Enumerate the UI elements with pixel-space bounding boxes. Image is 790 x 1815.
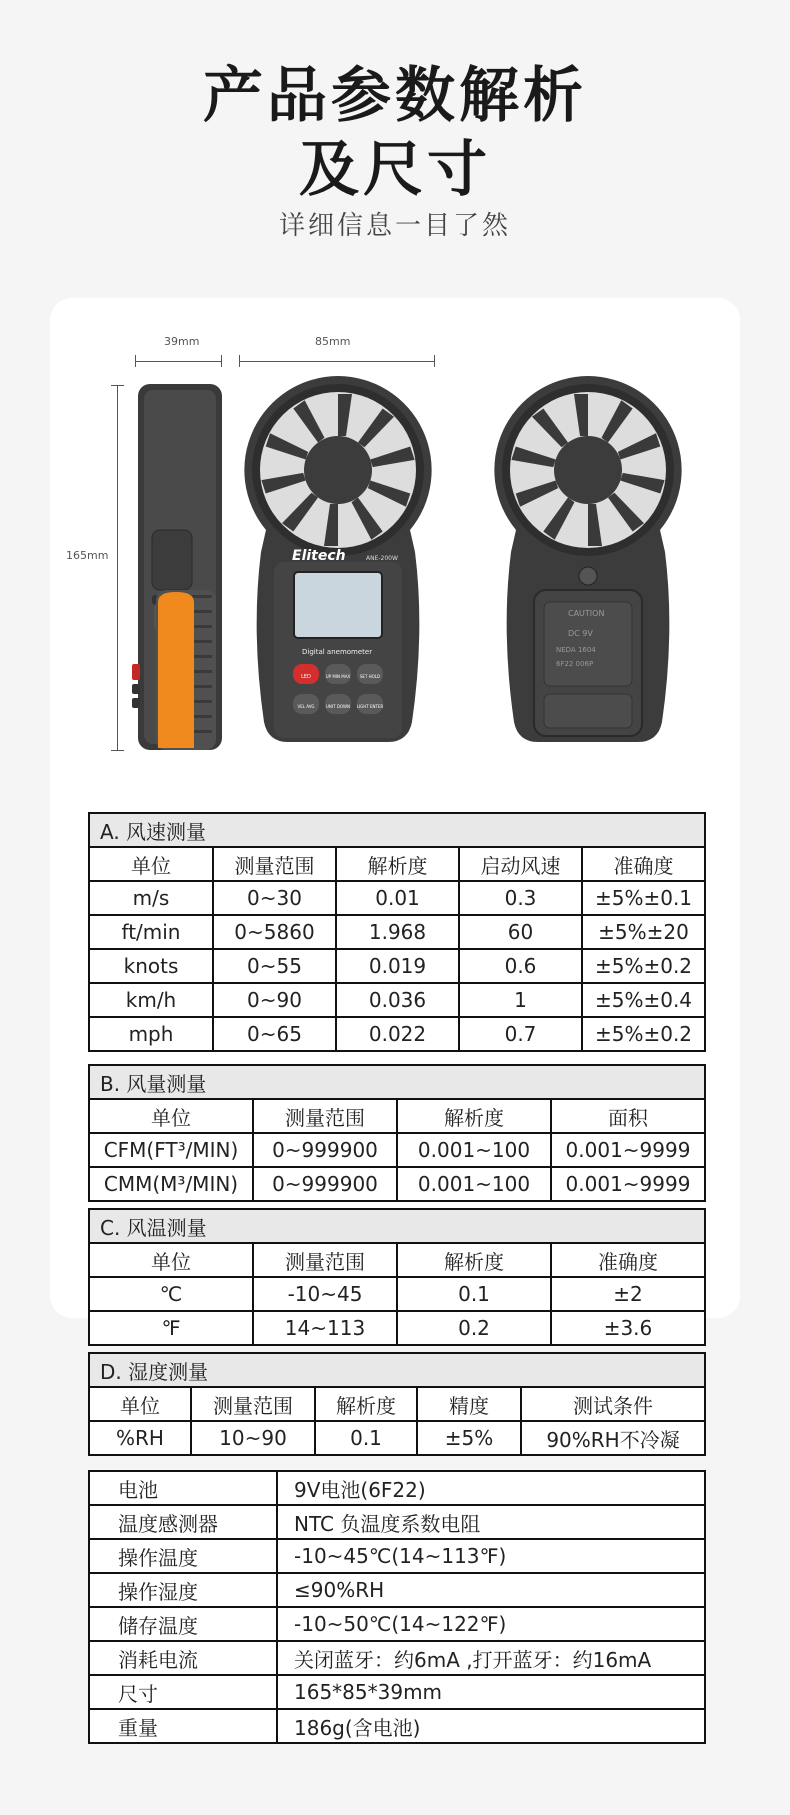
spec-label: 重量 [89,1709,277,1743]
depth-dimension-tick-right [221,355,222,367]
table-cell: 0.2 [397,1311,551,1345]
table-cell: 1 [459,983,582,1017]
table-cell: mph [89,1017,213,1051]
spec-value: 186g(含电池) [277,1709,705,1743]
spec-value: ≤90%RH [277,1573,705,1607]
header-cell: 测量范围 [213,847,336,881]
table-cell: ±5%±0.2 [582,1017,705,1051]
table-header-row [89,1099,705,1133]
height-dimension-label: 165mm [66,549,109,562]
btn-up-label: UP MIN MAX [325,674,351,679]
btn-unit-label: UNIT DOWN [326,704,350,709]
table-cell: 0.036 [336,983,459,1017]
header-cell: 测试条件 [521,1387,705,1421]
depth-dimension-label: 39mm [164,335,200,348]
table-cell: 0.022 [336,1017,459,1051]
table-cell: 0.3 [459,881,582,915]
table-cell: 14~113 [253,1311,397,1345]
table-cell: 0~90 [213,983,336,1017]
table-cell: %RH [89,1421,191,1455]
table-row [89,983,705,1017]
height-dimension-tick-top [111,385,124,386]
humidity-table [88,1352,706,1456]
table-cell: knots [89,949,213,983]
back-neda-label: NEDA 1604 [556,646,596,654]
table-cell: ℉ [89,1311,253,1345]
table-cell: 0.001~100 [397,1167,551,1201]
spec-label: 操作温度 [89,1539,277,1573]
spec-label: 消耗电流 [89,1641,277,1675]
table-row [89,1277,705,1311]
header-cell: 测量范围 [253,1243,397,1277]
table-cell: CFM(FT³/MIN) [89,1133,253,1167]
table-cell: 0.001~9999 [551,1133,705,1167]
table-cell: ±2 [551,1277,705,1311]
device-back-view [490,372,686,747]
height-dimension-tick-bottom [111,750,124,751]
spec-value: -10~50℃(14~122℉) [277,1607,705,1641]
header-cell: 解析度 [397,1099,551,1133]
air-temp-table [88,1208,706,1346]
table-header-row [89,1243,705,1277]
table-row [89,1607,705,1641]
table-header-row [89,847,705,881]
table-cell: ft/min [89,915,213,949]
table-cell: 0~999900 [253,1133,397,1167]
table-cell: 1.968 [336,915,459,949]
table-cell: 0.01 [336,881,459,915]
table-cell: ±5%±0.1 [582,881,705,915]
width-dimension-tick-right [434,355,435,367]
table-cell: -10~45 [253,1277,397,1311]
spec-value: 9V电池(6F22) [277,1471,705,1505]
table-cell: ±5% [417,1421,521,1455]
header-cell: 启动风速 [459,847,582,881]
page-title-line2: 及尺寸 [299,135,491,205]
table-row [89,1709,705,1743]
btn-led-label: LED [301,674,311,680]
table-cell: 10~90 [191,1421,315,1455]
spec-label: 尺寸 [89,1675,277,1709]
table-cell: 0~5860 [213,915,336,949]
table-row [89,1421,705,1455]
table-row [89,915,705,949]
spec-label: 操作湿度 [89,1573,277,1607]
table-cell: ±5%±20 [582,915,705,949]
table-cell: ±3.6 [551,1311,705,1345]
air-volume-table [88,1064,706,1202]
header-cell: 面积 [551,1099,705,1133]
device-name: Digital anemometer [302,648,373,656]
header-cell: 解析度 [315,1387,417,1421]
table-cell: ±5%±0.2 [582,949,705,983]
header-cell: 单位 [89,1099,253,1133]
table-header-row [89,1387,705,1421]
table-row [89,1641,705,1675]
back-battery-label: 6F22 006P [556,660,594,668]
depth-dimension-line [135,361,221,362]
spec-value: 关闭蓝牙：约6mA ,打开蓝牙：约16mA [277,1641,705,1675]
spec-label: 电池 [89,1471,277,1505]
header-cell: 单位 [89,1243,253,1277]
air-volume-section-title: B. 风量测量 [89,1065,705,1099]
header-cell: 测量范围 [191,1387,315,1421]
device-side-view [130,380,230,755]
depth-dimension-tick-left [135,355,136,367]
table-cell: 60 [459,915,582,949]
table-cell: 0.001~9999 [551,1167,705,1201]
width-dimension-line [239,361,434,362]
table-row [89,1311,705,1345]
table-row [89,1167,705,1201]
header-cell: 单位 [89,1387,191,1421]
table-row [89,1471,705,1505]
table-row [89,1133,705,1167]
device-front-view [240,372,436,747]
header-cell: 解析度 [336,847,459,881]
table-cell: ±5%±0.4 [582,983,705,1017]
table-row [89,949,705,983]
device-brand: Elitech [292,548,346,564]
table-row [89,1675,705,1709]
page-subtitle: 详细信息一目了然 [278,211,511,241]
table-cell: CMM(M³/MIN) [89,1167,253,1201]
table-cell: ℃ [89,1277,253,1311]
spec-value: NTC 负温度系数电阻 [277,1505,705,1539]
humidity-section-title: D. 湿度测量 [89,1353,705,1387]
table-cell: 0.001~100 [397,1133,551,1167]
header-cell: 精度 [417,1387,521,1421]
table-cell: 0.1 [397,1277,551,1311]
table-cell: 90%RH不冷凝 [521,1421,705,1455]
table-cell: 0~65 [213,1017,336,1051]
table-cell: 0~30 [213,881,336,915]
spec-label: 温度感测器 [89,1505,277,1539]
air-temp-section-title: C. 风温测量 [89,1209,705,1243]
height-dimension-line [117,385,118,750]
btn-set-label: SET HOLD [359,674,381,679]
table-row [89,881,705,915]
header-cell: 单位 [89,847,213,881]
table-row [89,1573,705,1607]
header-cell: 准确度 [551,1243,705,1277]
table-cell: km/h [89,983,213,1017]
table-cell: m/s [89,881,213,915]
table-cell: 0.7 [459,1017,582,1051]
table-cell: 0.019 [336,949,459,983]
page-title-line1: 产品参数解析 [203,61,587,131]
table-row [89,1505,705,1539]
table-cell: 0.6 [459,949,582,983]
wind-speed-section-title: A. 风速测量 [89,813,705,847]
device-model: ANE-200W [366,555,398,562]
header-cell: 解析度 [397,1243,551,1277]
spec-value: -10~45℃(14~113℉) [277,1539,705,1573]
table-cell: 0~999900 [253,1167,397,1201]
spec-label: 储存温度 [89,1607,277,1641]
width-dimension-tick-left [239,355,240,367]
back-caution-label: CAUTION [568,609,605,618]
spec-value: 165*85*39mm [277,1675,705,1709]
back-voltage-label: DC 9V [568,629,593,638]
table-cell: 0~55 [213,949,336,983]
table-row [89,1539,705,1573]
btn-light-label: LIGHT ENTER [356,704,384,709]
btn-vel-label: VEL AVG [297,704,315,709]
header-cell: 准确度 [582,847,705,881]
width-dimension-label: 85mm [315,335,351,348]
table-cell: 0.1 [315,1421,417,1455]
wind-speed-table [88,812,706,1052]
general-specs-table [88,1470,706,1744]
table-row [89,1017,705,1051]
header-cell: 测量范围 [253,1099,397,1133]
